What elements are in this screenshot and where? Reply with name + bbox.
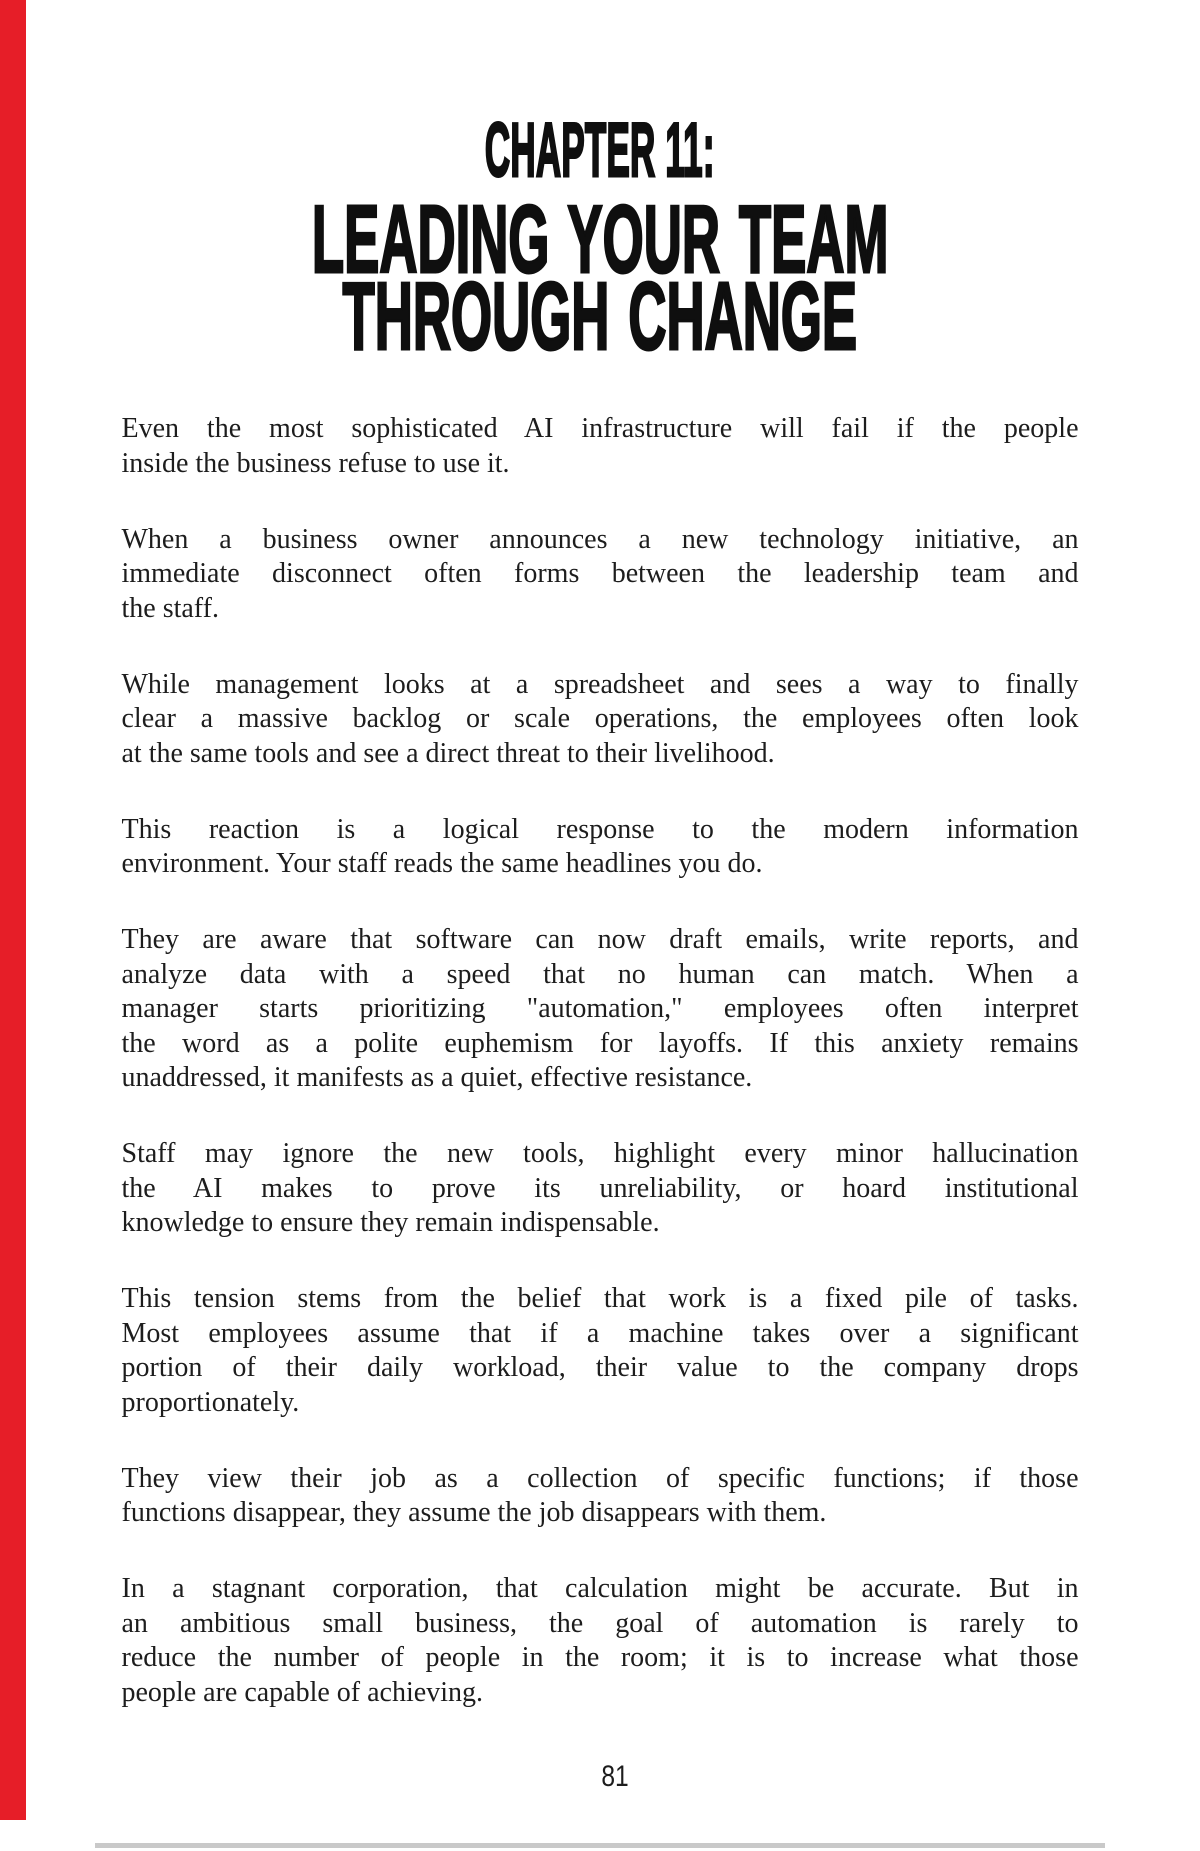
- text-line: clear a massive backlog or scale operations, the employees often look: [121, 703, 1079, 734]
- text-line: Even the most sophisticated AI infrastructure will fail if the people: [121, 413, 1079, 444]
- text-line: at the same tools and see a direct threat to their livelihood.: [121, 737, 775, 769]
- chapter-title: [76, 186, 1124, 370]
- text-line: They view their job as a collection of specific functions; if those: [121, 1462, 1079, 1494]
- text-line: the staff.: [121, 592, 219, 624]
- paragraph: [122, 412, 1079, 481]
- paragraph: [122, 1137, 1079, 1241]
- text-line: proportionately.: [121, 1386, 300, 1418]
- left-edge-red-bar: [0, 0, 26, 1820]
- paragraph: [122, 523, 1079, 627]
- text-line: inside the business refuse to use it.: [121, 447, 510, 479]
- text-line: manager starts prioritizing "automation," employees often interpret: [121, 993, 1079, 1024]
- chapter-title-line-2: THROUGH CHANGE: [342, 263, 858, 370]
- text-line: knowledge to ensure they remain indispensable.: [121, 1207, 660, 1238]
- text-line: Staff may ignore the new tools, highlight every minor hallucination: [121, 1138, 1079, 1169]
- text-line: This tension stems from the belief that work is a fixed pile of tasks.: [121, 1283, 1079, 1314]
- text-line: reduce the number of people in the room; it is to increase what those: [121, 1642, 1079, 1673]
- text-line: analyze data with a speed that no human can match. When a: [121, 958, 1079, 990]
- text-line: the AI makes to prove its unreliability, or hoard institutional: [121, 1172, 1079, 1204]
- text-line: people are capable of achieving.: [121, 1676, 483, 1708]
- text-line: portion of their daily workload, their value to the company drops: [121, 1352, 1079, 1383]
- chapter-title-line-1: LEADING YOUR TEAM: [311, 186, 889, 293]
- chapter-label: CHAPTER 11:: [485, 108, 715, 193]
- text-line: functions disappear, they assume the job disappears with them.: [121, 1497, 827, 1528]
- paragraph: [122, 1572, 1079, 1710]
- text-line: an ambitious small business, the goal of automation is rarely to: [121, 1607, 1079, 1639]
- paragraph: [122, 813, 1079, 882]
- text-line: unaddressed, it manifests as a quiet, effective resistance.: [121, 1062, 753, 1093]
- paragraph: [122, 668, 1079, 772]
- chapter-heading: [0, 0, 1200, 370]
- text-line: This reaction is a logical response to the modern information: [121, 813, 1079, 845]
- text-line: When a business owner announces a new technology initiative, an: [121, 523, 1079, 555]
- body-text: [122, 412, 1079, 1710]
- text-line: the word as a polite euphemism for layoffs. If this anxiety remains: [121, 1027, 1079, 1059]
- page-number: 81: [601, 1760, 629, 1793]
- paragraph: [122, 923, 1079, 1096]
- paragraph: [122, 1462, 1079, 1531]
- text-line: immediate disconnect often forms between the leadership team and: [121, 558, 1079, 589]
- bottom-gray-rule: [95, 1843, 1105, 1848]
- text-line: They are aware that software can now draft emails, write reports, and: [121, 924, 1079, 955]
- text-line: Most employees assume that if a machine takes over a significant: [121, 1317, 1079, 1349]
- paragraph: [122, 1282, 1079, 1420]
- text-line: environment. Your staff reads the same headlines you do.: [121, 848, 763, 879]
- text-line: In a stagnant corporation, that calculation might be accurate. But in: [121, 1573, 1079, 1604]
- text-line: While management looks at a spreadsheet and sees a way to finally: [121, 668, 1079, 700]
